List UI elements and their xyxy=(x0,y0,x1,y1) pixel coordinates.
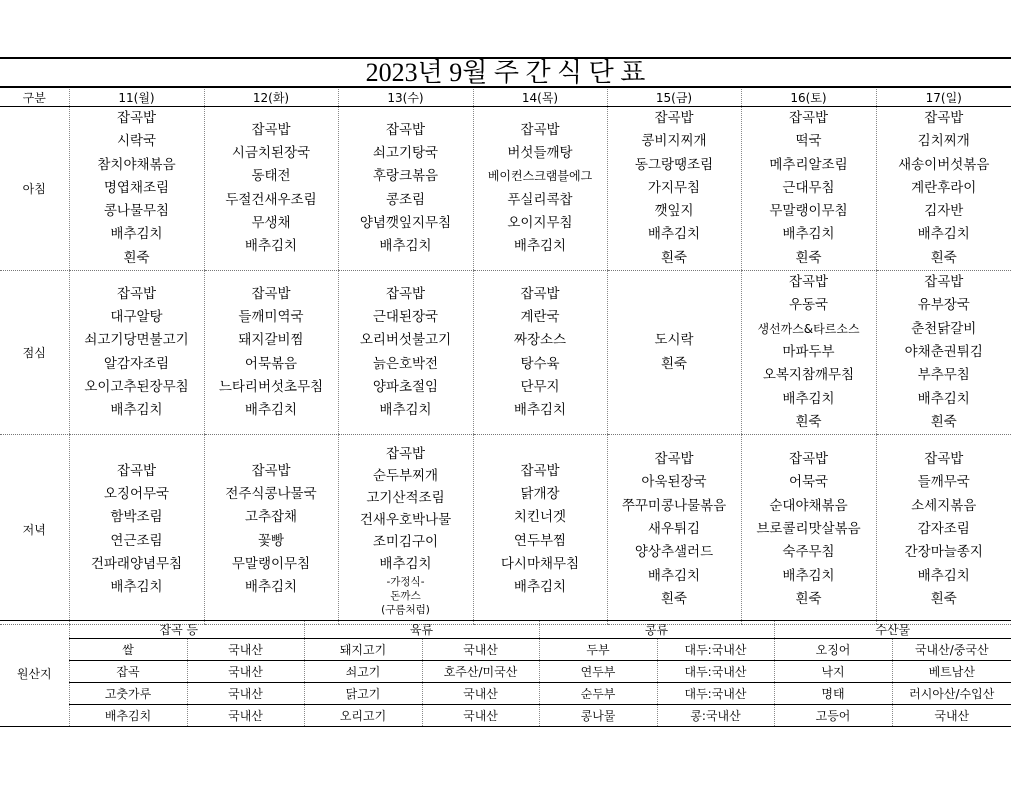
menu-item: 오이지무침 xyxy=(507,214,573,231)
menu-item: 쇠고기당면불고기 xyxy=(84,332,189,349)
menu-item: 건새우호박나물 xyxy=(359,511,452,528)
menu-cell xyxy=(69,271,204,435)
day-header: 13(수) xyxy=(338,89,473,107)
menu-cell xyxy=(338,107,473,271)
origin-item: 순두부 xyxy=(539,683,657,705)
header-label: 구분 xyxy=(0,89,69,107)
menu-item: 참치야채볶음 xyxy=(97,156,176,173)
menu-item: 흰죽 xyxy=(930,413,957,430)
menu-item: 생선까스&타르소스 xyxy=(757,321,860,336)
menu-item: 잡곡밥 xyxy=(251,121,291,138)
menu-item: 숙주무침 xyxy=(782,544,835,561)
origin-item: 오리고기 xyxy=(304,705,422,727)
origin-item: 돼지고기 xyxy=(304,639,422,661)
menu-item: 배추김치 xyxy=(110,579,163,596)
menu-item: 잡곡밥 xyxy=(251,285,291,302)
menu-item: 흰죽 xyxy=(660,355,688,372)
menu-item: 치킨너겟 xyxy=(513,509,567,526)
menu-item-list xyxy=(339,271,473,434)
menu-cell xyxy=(607,107,741,271)
menu-item: 배추김치 xyxy=(110,402,163,419)
menu-item: 배추김치 xyxy=(917,226,970,243)
menu-item-list xyxy=(70,107,204,270)
menu-item: 어묵볶음 xyxy=(244,355,298,372)
menu-item: 오이고추된장무침 xyxy=(84,378,189,395)
menu-item: 잡곡밥 xyxy=(924,110,964,126)
meal-row-lunch xyxy=(0,271,1011,435)
menu-item-list xyxy=(608,107,741,270)
menu-item: 근대무침 xyxy=(782,179,835,196)
origin-value: 국내산 xyxy=(187,661,304,683)
menu-item: 건파래양념무침 xyxy=(90,555,183,572)
menu-item-list xyxy=(742,435,876,624)
origin-value: 베트남산 xyxy=(892,661,1011,683)
menu-item: 잡곡밥 xyxy=(520,462,560,479)
menu-cell xyxy=(473,107,607,271)
origin-value: 국내산 xyxy=(187,705,304,727)
menu-item: 동태전 xyxy=(251,168,291,185)
origin-item: 쇠고기 xyxy=(304,661,422,683)
menu-item: 전주식콩나물국 xyxy=(225,486,317,503)
origin-category-row xyxy=(0,621,1011,639)
menu-item-list xyxy=(474,435,607,624)
day-header: 17(일) xyxy=(876,89,1011,107)
origin-category: 수산물 xyxy=(774,621,1011,639)
menu-item: 떡국 xyxy=(795,133,822,150)
origin-value: 대두:국내산 xyxy=(657,639,774,661)
menu-item: 늙은호박전 xyxy=(372,355,439,372)
menu-cell xyxy=(876,271,1011,435)
menu-item: 알감자조림 xyxy=(103,355,170,372)
day-header: 12(화) xyxy=(204,89,338,107)
menu-item: 명엽채조림 xyxy=(103,179,170,196)
menu-item: 잡곡밥 xyxy=(116,462,157,479)
menu-item-list xyxy=(608,435,741,624)
day-header: 14(목) xyxy=(473,89,607,107)
menu-cell xyxy=(204,435,338,625)
menu-item: 단무지 xyxy=(520,378,560,395)
menu-item: 조미김구이 xyxy=(372,533,439,550)
menu-item: 오징어무국 xyxy=(103,486,170,503)
menu-item: 흰죽 xyxy=(123,249,150,266)
meal-row-breakfast xyxy=(0,107,1011,271)
origin-value: 국내산 xyxy=(422,705,539,727)
menu-item: 고기산적조림 xyxy=(366,489,445,506)
menu-item: 배추김치 xyxy=(782,567,835,584)
menu-item: 닭개장 xyxy=(520,486,560,503)
menu-item-list xyxy=(339,107,473,270)
meal-label: 점심 xyxy=(0,271,69,435)
menu-item: 양념깻잎지무침 xyxy=(359,214,452,231)
menu-item: 잡곡밥 xyxy=(520,121,560,138)
menu-item-list xyxy=(339,435,473,624)
menu-item: 잡곡밥 xyxy=(520,285,560,302)
origin-item: 오징어 xyxy=(774,639,892,661)
menu-item: 배추김치 xyxy=(379,238,432,255)
menu-item: 흰죽 xyxy=(930,249,957,266)
menu-item: 잡곡밥 xyxy=(654,451,694,468)
origin-item: 콩나물 xyxy=(539,705,657,727)
menu-item: 고추잡채 xyxy=(244,509,298,526)
origin-item: 두부 xyxy=(539,639,657,661)
menu-item: 브로콜리맛살볶음 xyxy=(756,521,861,537)
origin-item: 닭고기 xyxy=(304,683,422,705)
menu-item: 배추김치 xyxy=(782,390,835,407)
menu-item: 배추김치 xyxy=(379,402,432,419)
menu-item: 배추김치 xyxy=(647,567,701,584)
menu-item-list xyxy=(877,271,1012,434)
menu-item: 야채춘권튀김 xyxy=(904,343,983,360)
menu-cell xyxy=(607,435,741,625)
day-header: 16(토) xyxy=(741,89,876,107)
menu-item: 무생채 xyxy=(251,214,291,231)
meal-label: 아침 xyxy=(0,107,69,271)
menu-item: 배추김치 xyxy=(110,226,163,243)
menu-item: 두절건새우조림 xyxy=(225,191,317,208)
menu-item: 잡곡밥 xyxy=(385,121,426,138)
menu-item: 잡곡밥 xyxy=(385,285,426,302)
menu-item: 다시마채무침 xyxy=(500,555,580,572)
menu-item: 도시락 xyxy=(654,332,694,349)
menu-item: 잡곡밥 xyxy=(788,110,829,126)
menu-item: 돼지갈비찜 xyxy=(238,332,304,349)
header-row xyxy=(0,89,1011,107)
origin-row xyxy=(0,661,1011,683)
menu-item: 춘천닭갈비 xyxy=(911,320,977,337)
menu-item: 흰죽 xyxy=(795,249,822,266)
menu-item: 시금치된장국 xyxy=(231,144,311,161)
origin-item: 잡곡 xyxy=(69,661,187,683)
menu-cell xyxy=(741,435,876,625)
menu-item: 깻잎지 xyxy=(654,203,694,220)
menu-item: 후랑크볶음 xyxy=(372,168,439,185)
menu-item: 순두부찌개 xyxy=(372,467,439,484)
menu-item: 푸실리콕찹 xyxy=(507,191,573,208)
menu-item: 잡곡밥 xyxy=(654,110,694,126)
menu-cell xyxy=(473,435,607,625)
menu-item: 소세지볶음 xyxy=(911,497,977,514)
origin-value: 국내산 xyxy=(422,639,539,661)
menu-cell xyxy=(473,271,607,435)
menu-item: 오리버섯불고기 xyxy=(359,332,452,349)
menu-item: 양상추샐러드 xyxy=(634,544,714,561)
menu-item: 배추김치 xyxy=(244,579,298,596)
menu-item: 마파두부 xyxy=(782,343,835,360)
menu-item: 김자반 xyxy=(924,203,964,220)
menu-cell xyxy=(876,107,1011,271)
menu-item: 잡곡밥 xyxy=(251,462,291,479)
origin-item: 쌀 xyxy=(69,639,187,661)
menu-item: 배추김치 xyxy=(917,390,970,407)
menu-item: 잡곡밥 xyxy=(788,274,829,291)
menu-item: 들깨무국 xyxy=(917,474,970,491)
menu-item: 근대된장국 xyxy=(372,309,439,326)
weekly-menu-table xyxy=(0,89,1011,625)
day-header: 11(월) xyxy=(69,89,204,107)
menu-item: 배추김치 xyxy=(379,555,432,572)
menu-item: 계란국 xyxy=(520,309,560,326)
menu-item: 배추김치 xyxy=(917,567,970,584)
menu-item: 감자조림 xyxy=(917,521,970,537)
page-title: 2023년 9월 주 간 식 단 표 xyxy=(0,57,1011,88)
menu-item: 잡곡밥 xyxy=(924,274,964,291)
menu-item: 버섯들깨탕 xyxy=(507,144,573,161)
menu-item: 배추김치 xyxy=(513,579,567,596)
menu-item: 무말랭이무침 xyxy=(769,203,848,220)
origin-label: 원산지 xyxy=(0,621,69,727)
menu-item: (구름처럼) xyxy=(381,603,430,616)
menu-item: 잡곡밥 xyxy=(924,451,964,468)
menu-item: 쇠고기탕국 xyxy=(372,144,439,161)
menu-item-list xyxy=(877,435,1012,624)
menu-item: 느타리버섯초무침 xyxy=(218,378,324,395)
menu-item: 함박조림 xyxy=(110,509,163,526)
menu-item-list xyxy=(742,271,876,434)
origin-row xyxy=(0,705,1011,727)
menu-cell xyxy=(204,271,338,435)
menu-item: 흰죽 xyxy=(795,413,822,430)
menu-item: 베이컨스크램블에그 xyxy=(487,169,593,184)
menu-item: 연근조림 xyxy=(110,532,163,549)
menu-item: 메추리알조림 xyxy=(769,156,848,173)
menu-item: 가지무침 xyxy=(647,179,701,196)
menu-item: 유부장국 xyxy=(917,297,970,314)
menu-item: 아욱된장국 xyxy=(641,474,707,491)
menu-cell xyxy=(338,271,473,435)
day-header: 15(금) xyxy=(607,89,741,107)
origin-item: 배추김치 xyxy=(69,705,187,727)
origin-value: 호주산/미국산 xyxy=(422,661,539,683)
origin-item: 낙지 xyxy=(774,661,892,683)
menu-item-list xyxy=(608,271,741,434)
origin-row xyxy=(0,683,1011,705)
meal-label: 저녁 xyxy=(0,435,69,625)
menu-item: 순대야채볶음 xyxy=(769,497,848,514)
origin-item: 명태 xyxy=(774,683,892,705)
menu-item: 계란후라이 xyxy=(911,179,977,196)
origin-value: 대두:국내산 xyxy=(657,683,774,705)
menu-item: 잡곡밥 xyxy=(385,445,426,462)
menu-item: 배추김치 xyxy=(513,238,567,255)
menu-item-list xyxy=(205,107,338,270)
menu-item: 꽃빵 xyxy=(257,532,285,549)
menu-item: 돈까스 xyxy=(390,589,421,602)
menu-item: 짜장소스 xyxy=(513,332,567,349)
origin-item: 고춧가루 xyxy=(69,683,187,705)
menu-item: 무말랭이무침 xyxy=(231,555,311,572)
menu-item-list xyxy=(474,107,607,270)
menu-item-list xyxy=(474,271,607,434)
menu-item: 양파초절임 xyxy=(372,378,439,395)
menu-item: 흰죽 xyxy=(660,590,688,607)
origin-row xyxy=(0,639,1011,661)
menu-item: 쭈꾸미콩나물볶음 xyxy=(621,497,727,514)
menu-item: 대구알탕 xyxy=(110,309,163,326)
origin-item: 고등어 xyxy=(774,705,892,727)
menu-cell xyxy=(876,435,1011,625)
menu-cell xyxy=(69,435,204,625)
origin-value: 러시아산/수입산 xyxy=(892,683,1011,705)
origin-value: 국내산 xyxy=(187,639,304,661)
menu-item-list xyxy=(205,435,338,624)
menu-item: 우동국 xyxy=(788,297,829,314)
menu-item: 새송이버섯볶음 xyxy=(898,156,990,173)
menu-item-list xyxy=(742,107,876,270)
menu-item: 흰죽 xyxy=(795,590,822,607)
menu-item: 배추김치 xyxy=(244,402,298,419)
origin-value: 콩:국내산 xyxy=(657,705,774,727)
menu-item: 잡곡밥 xyxy=(116,285,157,302)
menu-item-list xyxy=(70,435,204,624)
menu-item: 동그랑땡조림 xyxy=(634,156,714,173)
origin-category: 잡곡 등 xyxy=(69,621,304,639)
menu-cell xyxy=(204,107,338,271)
menu-item: 콩비지찌개 xyxy=(641,133,707,150)
origin-category: 콩류 xyxy=(539,621,774,639)
menu-item: -가정식- xyxy=(386,575,425,588)
origin-value: 국내산 xyxy=(187,683,304,705)
menu-item-list xyxy=(70,271,204,434)
menu-item: 간장마늘종지 xyxy=(904,544,983,561)
menu-cell xyxy=(607,271,741,435)
origin-table xyxy=(0,620,1011,727)
menu-item: 흰죽 xyxy=(930,590,957,607)
menu-item: 콩나물무침 xyxy=(103,203,170,220)
menu-item: 콩조림 xyxy=(385,191,426,208)
menu-item: 배추김치 xyxy=(647,226,701,243)
menu-cell xyxy=(741,271,876,435)
origin-value: 국내산/중국산 xyxy=(892,639,1011,661)
origin-category: 육류 xyxy=(304,621,539,639)
origin-item: 연두부 xyxy=(539,661,657,683)
menu-item: 잡곡밥 xyxy=(788,451,829,468)
menu-item: 잡곡밥 xyxy=(116,110,157,126)
menu-item: 흰죽 xyxy=(660,249,688,266)
menu-item: 배추김치 xyxy=(782,226,835,243)
menu-item: 들깨미역국 xyxy=(238,309,304,326)
menu-item: 배추김치 xyxy=(513,402,567,419)
menu-item-list xyxy=(205,271,338,434)
menu-item: 김치찌개 xyxy=(917,133,970,150)
origin-value: 국내산 xyxy=(892,705,1011,727)
menu-item: 탕수육 xyxy=(520,355,560,372)
menu-item: 오복지참깨무침 xyxy=(762,367,855,384)
menu-cell xyxy=(741,107,876,271)
menu-item: 어묵국 xyxy=(788,474,829,491)
menu-item: 시락국 xyxy=(116,133,157,150)
menu-item-list xyxy=(877,107,1012,270)
menu-item: 부추무침 xyxy=(917,367,970,384)
origin-value: 국내산 xyxy=(422,683,539,705)
menu-item: 배추김치 xyxy=(244,238,298,255)
menu-item: 연두부찜 xyxy=(513,532,567,549)
menu-item: 새우튀김 xyxy=(647,521,701,537)
menu-cell xyxy=(69,107,204,271)
menu-cell xyxy=(338,435,473,625)
meal-row-dinner xyxy=(0,435,1011,625)
origin-value: 대두:국내산 xyxy=(657,661,774,683)
